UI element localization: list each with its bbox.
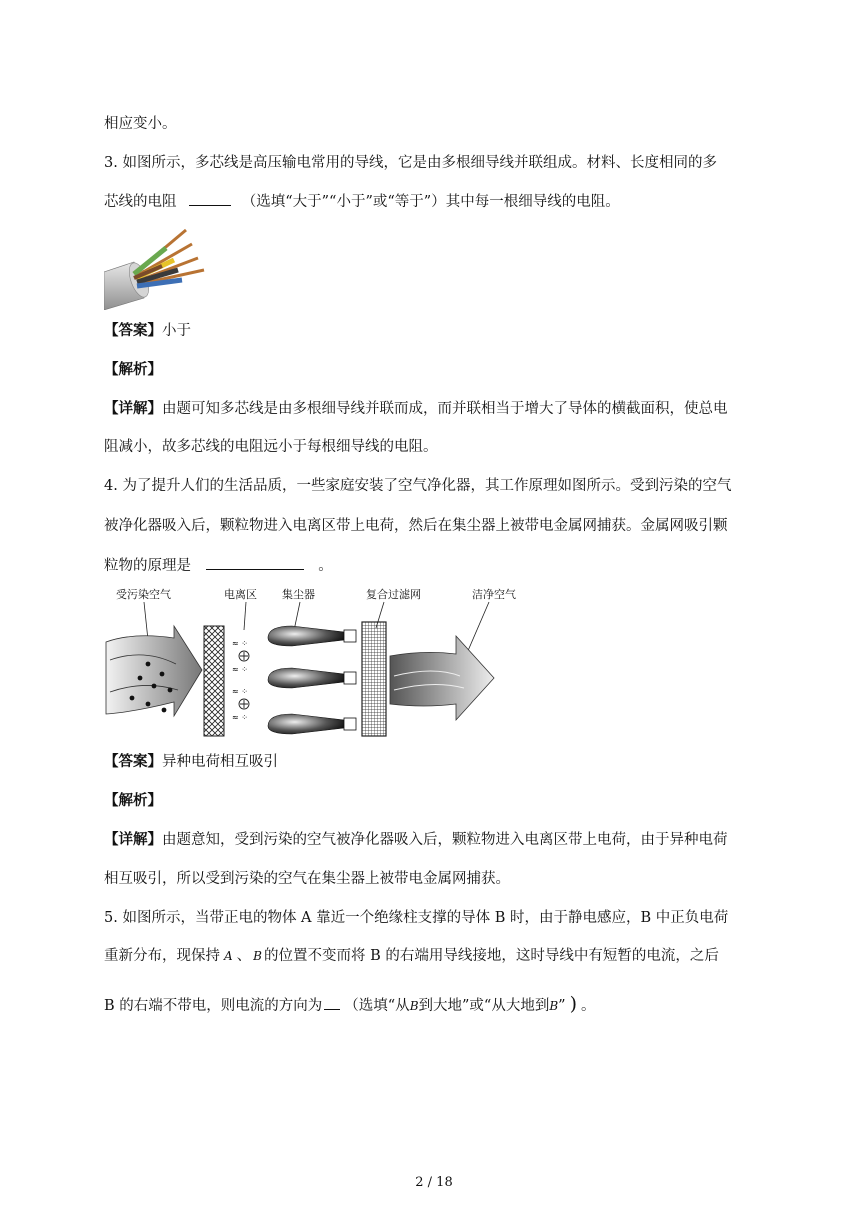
text-span: ” <box>558 998 566 1014</box>
text-span: 。 <box>581 998 596 1014</box>
text-span: （选填“大于”“小于”或“等于”）其中每一根细导线的电阻。 <box>241 194 620 210</box>
plus-sign <box>240 700 248 708</box>
detail-text: 由题意知，受到污染的空气被净化器吸入后，颗粒物进入电离区带上电荷，由于异种电荷 <box>162 832 728 848</box>
answer-blank <box>206 555 304 570</box>
detail-line <box>104 830 728 850</box>
plus-sign <box>240 652 248 660</box>
analysis-tag: 【解析】 <box>104 792 162 809</box>
text-span: 。 <box>318 558 333 574</box>
analysis-tag: 【解析】 <box>104 361 162 378</box>
collector-plate <box>268 714 344 734</box>
detail-line <box>104 399 728 419</box>
charge-dots: ≈ ⁘ <box>232 713 248 722</box>
answer-tag: 【答案】 <box>104 322 162 339</box>
charge-dots: ≈ ⁘ <box>232 687 248 696</box>
answer-text: 小于 <box>162 323 191 339</box>
text-span: 重新分布，现保持 <box>104 948 220 964</box>
collector-tip <box>344 672 356 684</box>
question-3-text-cont <box>104 191 620 212</box>
collector-tip <box>344 630 356 642</box>
clean-air-arrow <box>390 636 494 720</box>
text-span: 的位置不变而将 B 的右端用导线接地，这时导线中有短暂的电流，之后 <box>264 948 719 964</box>
particle <box>138 676 143 681</box>
text-span: 到大地”或“从大地到 <box>418 998 550 1014</box>
detail-tag: 【详解】 <box>104 831 162 848</box>
answer-blank <box>189 191 231 206</box>
question-3-text: 3. 如图所示，多芯线是高压输电常用的导线，它是由多根细导线并联组成。材料、长度相同的多 <box>104 155 717 171</box>
particle <box>168 688 173 693</box>
leader-line <box>144 602 148 640</box>
symbol-B: B <box>549 999 559 1013</box>
charge-dots: ≈ ⁘ <box>232 639 248 648</box>
pre-filter <box>204 626 224 736</box>
answer-blank <box>324 995 340 1010</box>
air-purifier-diagram <box>104 580 534 740</box>
question-4-text-cont2 <box>104 555 333 576</box>
closing-paren: ) <box>569 993 578 1015</box>
collector-plate <box>268 668 344 688</box>
charge-dots: ≈ ⁘ <box>232 665 248 674</box>
particle <box>130 696 135 701</box>
answer-text: 异种电荷相互吸引 <box>162 754 278 770</box>
particle <box>146 702 151 707</box>
detail-line-cont: 阻减小，故多芯线的电阻远小于每根细导线的电阻。 <box>104 439 438 455</box>
question-5-text-cont <box>104 946 719 966</box>
particle <box>152 684 157 689</box>
leader-line <box>244 602 246 630</box>
text-line: 相应变小。 <box>104 116 177 132</box>
answer-line <box>104 752 278 772</box>
question-5-text: 5. 如图所示，当带正电的物体 A 靠近一个绝缘柱支撑的导体 B 时，由于静电感应，B 中正负电荷 <box>104 910 729 926</box>
symbol-B: B <box>409 999 419 1013</box>
text-span: 、 <box>236 948 252 964</box>
text-span: 粒物的原理是 <box>104 558 191 574</box>
detail-line-cont: 相互吸引，所以受到污染的空气在集尘器上被带电金属网捕获。 <box>104 871 510 887</box>
collector-tip <box>344 718 356 730</box>
answer-tag: 【答案】 <box>104 753 162 770</box>
particle <box>162 708 167 713</box>
composite-filter <box>362 622 386 736</box>
label-polluted-air: 受污染空气 <box>116 588 171 601</box>
collector-plate <box>268 626 344 646</box>
question-4-text: 4. 为了提升人们的生活品质，一些家庭安装了空气净化器，其工作原理如图所示。受到污染的空气 <box>104 478 732 494</box>
label-dust-collector: 集尘器 <box>282 588 315 601</box>
text-span: （选填“从 <box>344 998 410 1014</box>
label-ionization-zone: 电离区 <box>224 588 257 601</box>
page-number: 2 / 18 <box>415 1175 453 1190</box>
symbol-B: B <box>253 949 262 963</box>
detail-tag: 【详解】 <box>104 400 162 417</box>
label-composite-filter: 复合过滤网 <box>366 588 421 601</box>
label-clean-air: 洁净空气 <box>472 588 516 601</box>
text-span: B 的右端不带电，则电流的方向为 <box>104 998 323 1014</box>
answer-line <box>104 321 191 341</box>
multi-core-cable-image <box>104 222 214 310</box>
detail-text: 由题可知多芯线是由多根细导线并联而成，而并联相当于增大了导体的横截面积，使总电 <box>162 401 728 417</box>
particle <box>146 662 151 667</box>
question-4-text-cont: 被净化器吸入后，颗粒物进入电离区带上电荷，然后在集尘器上被带电金属网捕获。金属网吸引颗 <box>104 518 728 534</box>
symbol-A: A <box>224 949 233 963</box>
particle <box>160 672 165 677</box>
text-span: 芯线的电阻 <box>104 194 177 210</box>
polluted-air-arrow <box>106 626 202 716</box>
air-purifier-drawing <box>104 580 534 740</box>
question-5-text-cont2 <box>104 994 596 1016</box>
